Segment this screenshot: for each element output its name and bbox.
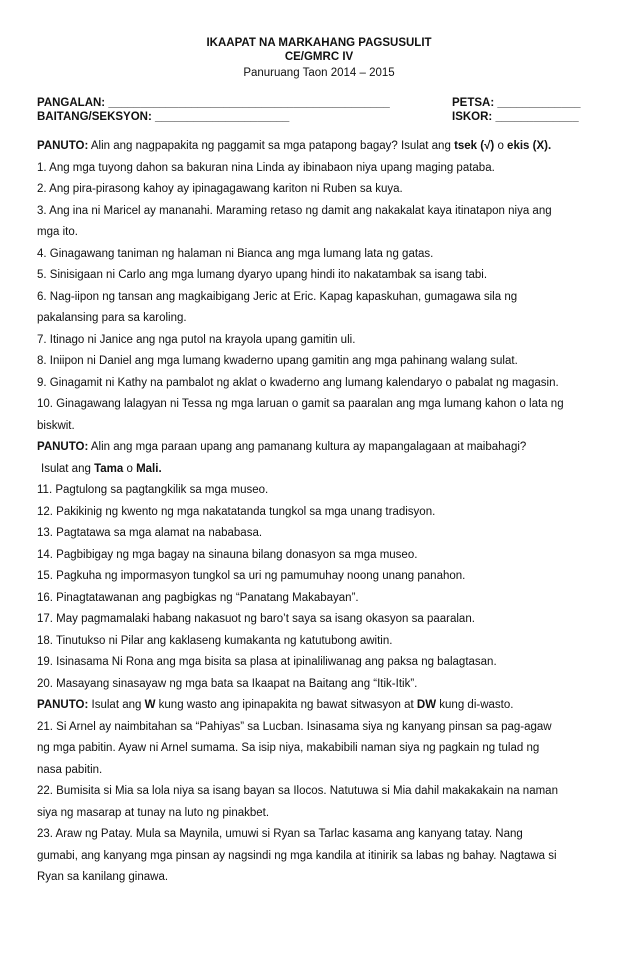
question-line: siya ng masarap at tunay na luto ng pinakbet.: [37, 806, 270, 819]
question-line: 23. Araw ng Patay. Mula sa Maynila, umuwi si Ryan sa Tarlac kasama ang kanyang tatay. Nang: [37, 828, 523, 840]
part3-instruction: PANUTO: Isulat ang W kung wasto ang ipinapakita ng bawat sitwasyon at DW kung di-wasto.: [37, 699, 514, 711]
date-field: PETSA: _____________: [452, 97, 581, 109]
question-line: 5. Sinisigaan ni Carlo ang mga lumang dyaryo upang hindi ito nakatambak sa isang tabi.: [37, 269, 488, 281]
question-line: gumabi, ang kanyang mga pinsan ay nagsindi ng mga kandila at itinirik sa labas ng bahay. Nagtawa si: [37, 849, 557, 862]
question-line: 17. May pagmamalaki habang nakasuot ng baro’t saya sa isang okasyon sa paaralan.: [37, 613, 475, 625]
question-line: 16. Pinagtatawanan ang pagbigkas ng “Panatang Makabayan”.: [37, 591, 359, 604]
question-line: 15. Pagkuha ng impormasyon tungkol sa uri ng pamumuhay noong unang panahon.: [37, 570, 466, 582]
question-line: 3. Ang ina ni Maricel ay mananahi. Maraming retaso ng damit ang nakakalat kaya itinatapon niya ang: [37, 204, 552, 217]
question-line: 11. Pagtulong sa pagtangkilik sa mga museo.: [37, 484, 269, 496]
question-line: 19. Isinasama Ni Rona ang mga bisita sa plasa at ipinaliliwanag ang paksa ng balagtasan.: [37, 656, 497, 668]
question-line: biskwit.: [37, 419, 75, 432]
question-line: 8. Iniipon ni Daniel ang mga lumang kwaderno upang gamitin ang mga pahinang walang sulat.: [37, 355, 518, 367]
student-info: [37, 96, 607, 124]
question-line: 14. Pagbibigay ng mga bagay na sinauna bilang donasyon sa mga museo.: [37, 548, 418, 561]
question-line: 12. Pakikinig ng kwento ng mga nakatatanda tungkol sa mga unang tradisyon.: [37, 505, 436, 518]
question-line: 18. Tinutukso ni Pilar ang kaklaseng kumakanta ng katutubong awitin.: [37, 634, 393, 647]
instruction-label: PANUTO:: [37, 140, 89, 152]
question-line: mga ito.: [37, 226, 78, 238]
question-line: 9. Ginagamit ni Kathy na pambalot ng aklat o kwaderno ang lumang kalendaryo o pabalat ng magasin.: [37, 376, 559, 389]
instruction-label: PANUTO:: [37, 699, 89, 711]
question-line: 10. Ginagawang lalagyan ni Tessa ng mga laruan o gamit sa paaralan ang mga lumang kahon o lata ng: [37, 398, 564, 410]
question-line: 2. Ang pira-pirasong kahoy ay ipinagagawang kariton ni Ruben sa kuya.: [37, 183, 403, 195]
exam-body: [37, 136, 617, 889]
exam-header: [0, 36, 638, 80]
instruction-label: PANUTO:: [37, 441, 89, 453]
question-line: 20. Masayang sinasayaw ng mga bata sa Ikaapat na Baitang ang “Itik-Itik”.: [37, 677, 418, 690]
question-line: 7. Itinago ni Janice ang nga putol na krayola upang gamitin uli.: [37, 333, 356, 346]
question-line: nasa pabitin.: [37, 763, 103, 776]
part1-items: [37, 158, 617, 438]
school-year: Panuruang Taon 2014 – 2015: [243, 67, 395, 79]
question-line: 13. Pagtatawa sa mga alamat na nababasa.: [37, 527, 263, 539]
question-line: 21. Si Arnel ay naimbitahan sa “Pahiyas” sa Lucban. Isinasama siya ng kanyang pinsan sa pag-agaw: [37, 720, 552, 733]
question-line: 1. Ang mga tuyong dahon sa bakuran nina Linda ay ibinabaon niya upang maging pataba.: [37, 161, 495, 174]
part1-instruction: PANUTO: Alin ang nagpapakita ng paggamit sa mga patapong bagay? Isulat ang tsek (√) o ekis (X).: [37, 140, 552, 152]
exam-subject: CE/GMRC IV: [284, 51, 354, 63]
question-line: 6. Nag-iipon ng tansan ang magkaibigang Jeric at Eric. Kapag kapaskuhan, gumagawa sila ng: [37, 290, 518, 303]
part2-instruction-line2: Isulat ang Tama o Mali.: [41, 462, 162, 475]
question-line: pakalansing para sa karoling.: [37, 312, 187, 324]
exam-title: IKAAPAT NA MARKAHANG PAGSUSULIT: [206, 37, 432, 49]
section-field: BAITANG/SEKSYON: _____________________: [37, 111, 290, 123]
score-field: ISKOR: _____________: [452, 111, 579, 123]
question-line: Ryan sa kanilang ginawa.: [37, 871, 169, 883]
question-line: 22. Bumisita si Mia sa lola niya sa isang bayan sa Ilocos. Natutuwa si Mia dahil makakakain na naman: [37, 785, 558, 797]
part2-items: [37, 480, 617, 695]
part3-items: [37, 717, 617, 889]
name-field: PANGALAN: ____________________________________________: [37, 97, 390, 109]
question-line: 4. Ginagawang taniman ng halaman ni Bianca ang mga lumang lata ng gatas.: [37, 247, 434, 260]
part2-instruction: PANUTO: Alin ang mga paraan upang ang pamanang kultura ay mapangalagaan at maibahagi?: [37, 441, 527, 453]
question-line: ng mga pabitin. Ayaw ni Arnel sumama. Sa isip niya, makabibili naman siya ng pagkain ng tulad ng: [37, 742, 540, 754]
